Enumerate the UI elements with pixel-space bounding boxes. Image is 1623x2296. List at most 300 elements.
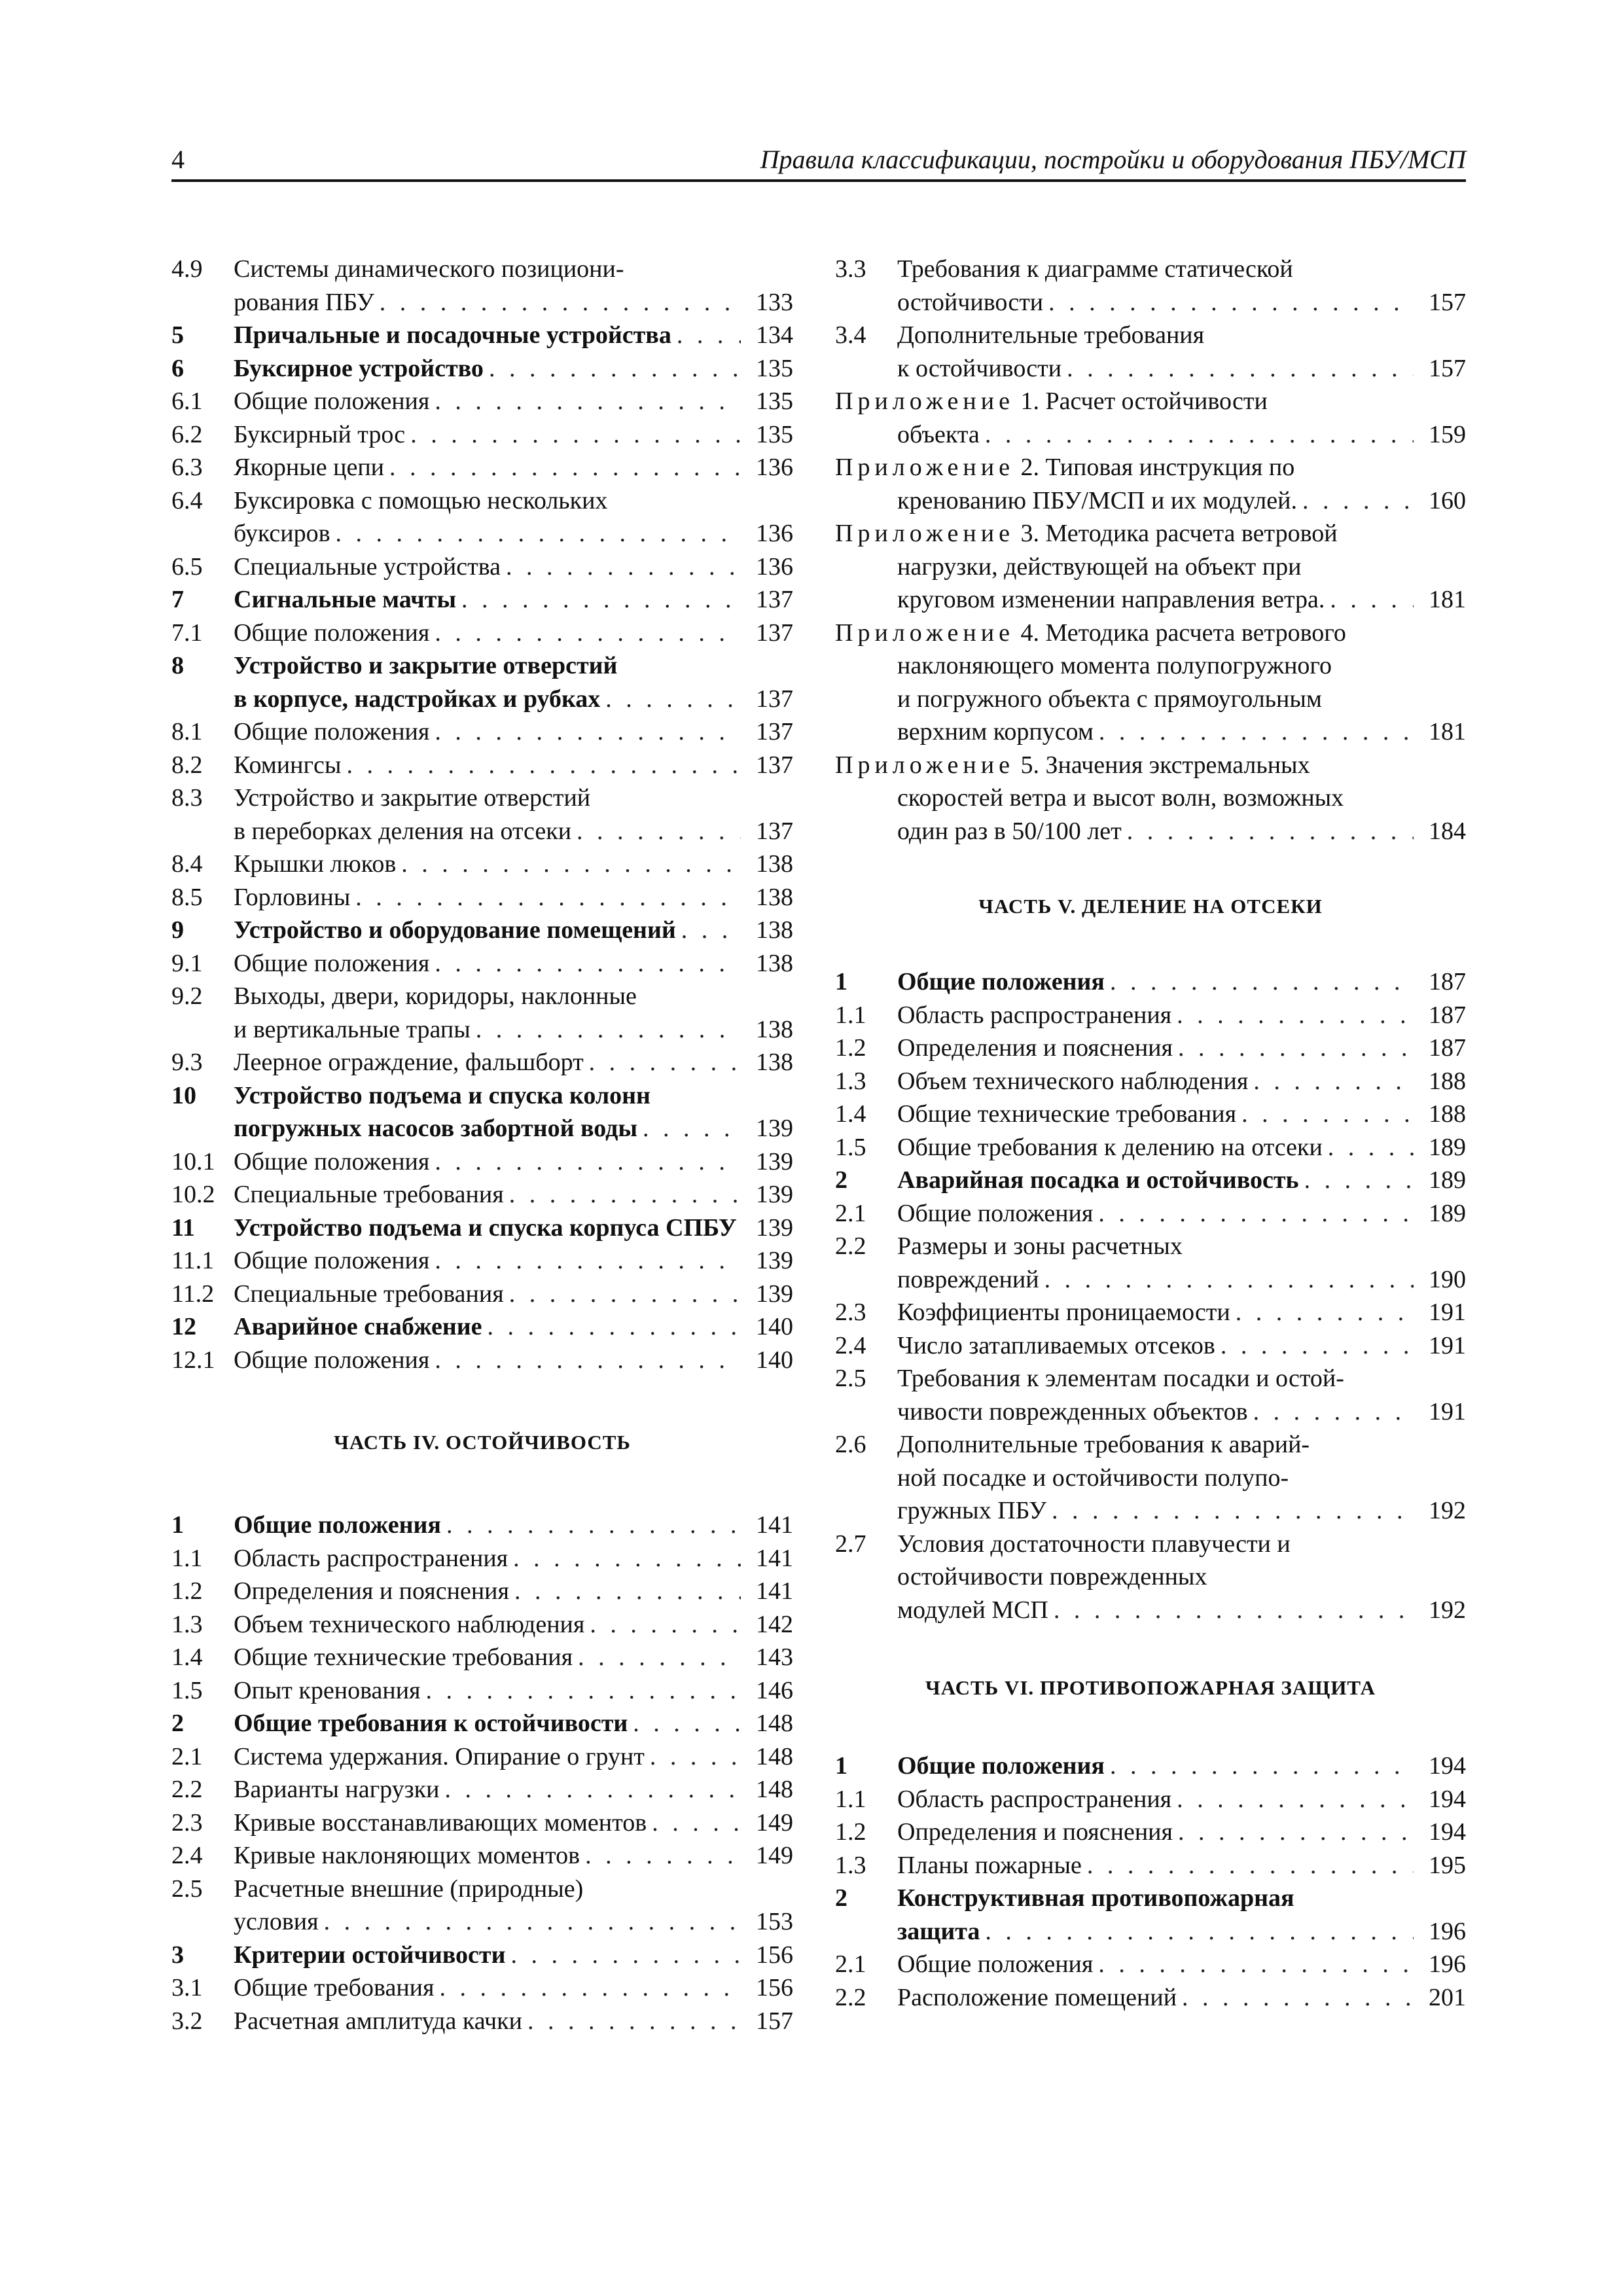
toc-entry-text: Общие положения: [234, 619, 430, 647]
toc-entry-text: условия: [234, 1908, 319, 1935]
toc-entry-number: 1.2: [171, 1577, 203, 1605]
dot-leader: [434, 1971, 741, 2005]
toc-entry: [835, 253, 1466, 319]
toc-entry-title: [897, 1296, 1414, 1329]
dot-leader: [1177, 1981, 1414, 2015]
toc-entry-line: [897, 1528, 1414, 1561]
toc-entry: [171, 1873, 793, 1939]
toc-entry-text: верхним корпусом: [897, 718, 1094, 745]
toc-entry: [171, 1310, 793, 1344]
toc-entry-page: 196: [1429, 1950, 1466, 1978]
toc-entry-page: 194: [1429, 1752, 1466, 1780]
toc-entry-title: [234, 1873, 741, 1939]
toc-entry-line: [234, 617, 741, 650]
dot-leader: [384, 451, 741, 484]
toc-entry-line: [234, 947, 741, 980]
toc-entry-title: [897, 1230, 1414, 1296]
toc-left-column: [171, 253, 793, 2037]
toc-entry-number: 3.1: [171, 1974, 203, 2001]
toc-entry: [171, 649, 793, 715]
toc-entry-page: 156: [756, 1974, 793, 2001]
toc-entry: [835, 1528, 1466, 1627]
toc-entry-text: Число затапливаемых отсеков: [897, 1331, 1215, 1359]
toc-entry-line: [234, 1608, 741, 1641]
toc-entry-page: 138: [756, 1049, 793, 1076]
toc-entry-page: 156: [756, 1941, 793, 1969]
toc-entry-page: 140: [756, 1346, 793, 1374]
toc-entry-page: 148: [756, 1710, 793, 1737]
appendix-prefix: Приложение: [835, 454, 1014, 481]
toc-entry-text: Область распространения: [897, 1001, 1172, 1029]
toc-entry-number: 8.3: [171, 784, 203, 812]
toc-entry-page: 137: [756, 718, 793, 745]
toc-entry-title: [897, 1098, 1414, 1131]
dot-leader: [671, 319, 741, 352]
toc-entry: [835, 1164, 1466, 1197]
toc-entry-text: Общие положения: [234, 1247, 430, 1274]
dot-leader: [1039, 1263, 1414, 1297]
toc-entry-title: [234, 1244, 741, 1278]
toc-entry-line: [234, 550, 741, 584]
toc-entry-text: к остойчивости: [897, 354, 1062, 382]
toc-entry: [171, 319, 793, 352]
toc-entry-title: [234, 1806, 741, 1840]
toc-entry: [171, 1773, 793, 1806]
toc-entry-line: [234, 484, 741, 518]
toc-entry: [835, 1230, 1466, 1296]
toc-entry-text: 1. Расчет остойчивости: [1014, 387, 1268, 415]
toc-entry-text: Расчетная амплитуда качки: [234, 2007, 522, 2035]
toc-entry-line: [897, 484, 1414, 518]
toc-entry-line: [897, 1882, 1414, 1915]
toc-entry-text: Общие положения: [234, 1147, 430, 1175]
toc-entry-title: [897, 1981, 1414, 2015]
toc-entry-title: [234, 1641, 741, 1674]
toc-entry-text: и вертикальные трапы: [234, 1015, 471, 1043]
dot-leader: [645, 1740, 741, 1774]
toc-entry-text: 5. Значения экстремальных: [1014, 751, 1310, 779]
toc-entry-line: [897, 1329, 1414, 1363]
toc-entry-text: Устройство подъема и спуска колонн: [234, 1081, 651, 1109]
toc-entry-text: Устройство и закрытие отверстий: [234, 784, 591, 812]
toc-entry-number: 2.2: [835, 1232, 866, 1260]
toc-entry-text: Устройство и оборудование помещений: [234, 916, 676, 944]
toc-entry-page: 133: [756, 288, 793, 316]
toc-entry-line: [234, 815, 741, 848]
toc-entry-title: [234, 385, 741, 418]
toc-entry-text: Область распространения: [234, 1544, 508, 1572]
toc-entry-title: [897, 1749, 1414, 1783]
dot-leader: [456, 583, 741, 617]
toc-entry-number: 1.3: [835, 1067, 866, 1095]
part-title-vi: ЧАСТЬ VI. ПРОТИВОПОЖАРНАЯ ЗАЩИТА: [925, 1676, 1376, 1699]
toc-entry: [171, 715, 793, 749]
toc-entry-line: [234, 352, 741, 386]
toc-entry-number: 9.2: [171, 982, 203, 1010]
toc-entry-text: Объем технического наблюдения: [234, 1610, 585, 1638]
toc-entry: [171, 1046, 793, 1079]
toc-entry-line: [234, 1971, 741, 2005]
toc-entry-line: [897, 1263, 1414, 1297]
toc-entry-text: Размеры и зоны расчетных: [897, 1232, 1183, 1260]
toc-entry-line: [897, 1164, 1414, 1197]
toc-entry-title: [234, 583, 741, 617]
toc-entry: [835, 1362, 1466, 1428]
toc-entry-title: [897, 965, 1414, 999]
toc-entry-line: [234, 1211, 741, 1245]
toc-entry-text: Леерное ограждение, фальшборт: [234, 1049, 584, 1076]
toc-entry-number: 10.1: [171, 1147, 215, 1175]
toc-entry-line: [234, 914, 741, 947]
dot-leader: [1215, 1329, 1414, 1363]
toc-entry-text: Горловины: [234, 883, 351, 911]
toc-entry-title: [234, 1707, 741, 1740]
toc-entry-number: 8.1: [171, 718, 203, 745]
toc-entry-number: 1.1: [835, 1001, 866, 1029]
toc-entry-number: 1.3: [835, 1851, 866, 1879]
page-number: 4: [171, 145, 185, 174]
toc-entry-number: 2.2: [171, 1776, 203, 1803]
dot-leader: [571, 815, 741, 848]
dot-leader: [484, 352, 741, 386]
dot-leader: [600, 683, 741, 716]
toc-entry-text: Комингсы: [234, 751, 342, 779]
toc-entry-title: [835, 617, 1414, 749]
toc-entry-page: 153: [756, 1908, 793, 1935]
dot-leader: [980, 1915, 1414, 1948]
dot-leader: [319, 1905, 741, 1939]
toc-entry-page: 159: [1429, 420, 1466, 448]
toc-entry-number: 9: [171, 916, 184, 944]
toc-entry-text: Общие требования к делению на отсеки: [897, 1133, 1323, 1161]
toc-entry-text: рования ПБУ: [234, 288, 374, 316]
toc-entry-text: Специальные требования: [234, 1181, 504, 1208]
toc-entry-text: Конструктивная противопожарная: [897, 1884, 1294, 1912]
toc-entry-number: 6.2: [171, 420, 203, 448]
toc-entry-number: 7.1: [171, 619, 203, 647]
toc-entry-number: 10.2: [171, 1181, 215, 1208]
toc-entry-text: Определения и пояснения: [234, 1577, 509, 1605]
dot-leader: [429, 617, 741, 650]
dot-leader: [676, 914, 741, 947]
toc-entry-page: 139: [756, 1181, 793, 1208]
toc-entry-text: Устройство подъема и спуска корпуса СПБУ: [234, 1213, 737, 1242]
dot-leader: [1082, 1849, 1414, 1882]
dot-leader: [1061, 352, 1414, 386]
toc-entry-text: Специальные устройства: [234, 552, 501, 581]
toc-entry: [171, 253, 793, 319]
toc-entry-page: 181: [1429, 718, 1466, 745]
toc-entry-text: 3. Методика расчета ветровой: [1014, 520, 1338, 547]
dot-leader: [980, 418, 1414, 452]
dot-leader: [1105, 1749, 1414, 1783]
toc-entry: [171, 1806, 793, 1840]
dot-leader: [1248, 1395, 1414, 1429]
toc-entry-text: Крышки люков: [234, 850, 397, 878]
toc-entry-page: 137: [756, 619, 793, 647]
dot-leader: [1094, 715, 1414, 749]
toc-entry-line: [897, 1296, 1414, 1329]
dot-leader: [504, 1178, 741, 1211]
toc-entry-title: [234, 352, 741, 386]
toc-entry-line: [897, 1362, 1414, 1395]
toc-entry-title: [234, 1740, 741, 1774]
toc-entry-line: [234, 848, 741, 881]
toc-entry-line: [234, 1674, 741, 1708]
toc-entry: [835, 1031, 1466, 1065]
toc-list-right-top: [835, 253, 1466, 385]
toc-entry-number: 11: [171, 1213, 195, 1242]
toc-entry: [835, 1749, 1466, 1783]
dot-leader: [1093, 1948, 1414, 1981]
toc-entry-line: [897, 1230, 1414, 1263]
toc-entry-page: 149: [756, 1842, 793, 1869]
toc-entry-text: Общие технические требования: [897, 1100, 1237, 1128]
toc-entry-page: 157: [756, 2007, 793, 2035]
toc-entry-page: 137: [756, 817, 793, 845]
toc-entry-text: Кривые восстанавливающих моментов: [234, 1808, 647, 1837]
toc-entry-title: [897, 1131, 1414, 1164]
toc-entry-number: 1.2: [835, 1034, 866, 1062]
toc-entry: [171, 1344, 793, 1377]
toc-entry-line: [897, 550, 1414, 584]
toc-entry-text: Определения и пояснения: [897, 1818, 1173, 1846]
toc-entry-line: [897, 253, 1414, 286]
toc-entry-line: [897, 1494, 1414, 1528]
toc-entry-number: 1: [835, 1752, 847, 1780]
toc-entry-title: [234, 1145, 741, 1179]
toc-entry-title: [897, 1031, 1414, 1065]
dot-leader: [1093, 1197, 1414, 1230]
toc-entry: [171, 781, 793, 848]
dot-leader: [421, 1674, 741, 1708]
toc-entry: [171, 1674, 793, 1708]
toc-entry-line: [234, 1244, 741, 1278]
toc-entry: [171, 2005, 793, 2038]
dot-leader: [522, 2005, 741, 2038]
toc-entry-title: [234, 749, 741, 782]
toc-entry-line: [234, 418, 741, 452]
toc-entry-number: 11.1: [171, 1247, 215, 1274]
dot-leader: [1325, 583, 1414, 617]
toc-entry-line: [234, 881, 741, 914]
toc-entry-text: погружных насосов забортной воды: [234, 1115, 638, 1142]
toc-entry-text: Расположение помещений: [897, 1983, 1177, 2011]
toc-entry-line: [897, 286, 1414, 319]
dot-leader: [584, 1608, 741, 1641]
toc-entry-number: 2: [171, 1710, 184, 1737]
toc-entry-line: [234, 1839, 741, 1873]
toc-entry-line: [234, 1575, 741, 1608]
appendix-prefix: Приложение: [835, 387, 1014, 415]
toc-entry-title: [234, 617, 741, 650]
toc-entry-number: 6.1: [171, 387, 203, 415]
toc-entry-line: [234, 451, 741, 484]
toc-entry-page: 136: [756, 454, 793, 481]
dot-leader: [1323, 1131, 1414, 1164]
toc-list-part4: [171, 1509, 793, 2037]
toc-entry-line: [234, 2005, 741, 2038]
dot-leader: [1043, 286, 1414, 319]
toc-entry-page: 189: [1429, 1166, 1466, 1194]
toc-entry-line: [897, 1816, 1414, 1849]
dot-leader: [350, 881, 741, 914]
toc-entry-title: [234, 1674, 741, 1708]
toc-entry-number: 6: [171, 354, 184, 382]
dot-leader: [1299, 1164, 1414, 1197]
toc-entry-line: [234, 1310, 741, 1344]
dot-leader: [1122, 815, 1414, 848]
toc-entry-page: 181: [1429, 586, 1466, 613]
toc-list-appendices: [835, 385, 1466, 848]
toc-entry-title: [897, 1849, 1414, 1882]
toc-entry-page: 195: [1429, 1851, 1466, 1879]
toc-entry-line: [897, 1065, 1414, 1098]
toc-entry-number: 2.2: [835, 1983, 866, 2011]
toc-entry-page: 137: [756, 586, 793, 613]
toc-entry-line: [897, 583, 1414, 617]
toc-entry-text: Общие положения: [234, 949, 430, 977]
dot-leader: [482, 1310, 741, 1344]
toc-entry-line: [897, 1197, 1414, 1230]
toc-entry-title: [234, 451, 741, 484]
toc-entry: [835, 1783, 1466, 1816]
toc-entry-page: 190: [1429, 1265, 1466, 1293]
toc-entry: [171, 617, 793, 650]
toc-entry-text: в переборках деления на отсеки: [234, 817, 572, 845]
toc-entry-line: [234, 583, 741, 617]
toc-entry-page: 188: [1429, 1067, 1466, 1095]
toc-entry-line: [234, 980, 741, 1013]
toc-entry-number: 2.6: [835, 1431, 866, 1458]
toc-entry-number: 2.5: [835, 1365, 866, 1392]
toc-entry-line: [234, 1707, 741, 1740]
toc-entry-line: [234, 1278, 741, 1311]
toc-entry-title: [234, 947, 741, 980]
toc-entry: [835, 1098, 1466, 1131]
toc-entry: [171, 947, 793, 980]
toc-entry: [171, 1608, 793, 1641]
dot-leader: [429, 385, 741, 418]
toc-entry-number: 7: [171, 586, 184, 613]
dot-leader: [341, 749, 741, 782]
toc-entry: [171, 1079, 793, 1145]
toc-entry-number: 1.5: [171, 1676, 203, 1704]
appendix-prefix: Приложение: [835, 520, 1014, 547]
dot-leader: [429, 715, 741, 749]
toc-entry: [171, 1839, 793, 1873]
toc-entry-text: Буксирное устройство: [234, 354, 484, 382]
dot-leader: [637, 1112, 741, 1145]
toc-entry-text: Система удержания. Опирание о грунт: [234, 1742, 645, 1770]
toc-entry-line: [234, 1112, 741, 1145]
toc-entry-page: 146: [756, 1676, 793, 1704]
toc-entry-line: [234, 1013, 741, 1047]
toc-list-part5: [835, 965, 1466, 1626]
toc-entry-page: 139: [756, 1147, 793, 1175]
toc-entry-line: [897, 1560, 1414, 1594]
toc-appendix-entry: [835, 617, 1466, 749]
toc-entry-text: Общие положения: [234, 1346, 430, 1374]
dot-leader: [330, 517, 741, 550]
toc-entry-number: 1.5: [835, 1133, 866, 1161]
toc-entry-title: [234, 550, 741, 584]
toc-entry-line: [897, 1749, 1414, 1783]
toc-entry: [171, 1971, 793, 2005]
toc-entry-number: 8.4: [171, 850, 203, 878]
toc-entry-number: 8.5: [171, 883, 203, 911]
toc-entry-line: [234, 1344, 741, 1377]
toc-entry-title: [234, 1575, 741, 1608]
toc-entry-text: Область распространения: [897, 1785, 1172, 1813]
toc-entry-title: [897, 999, 1414, 1032]
toc-entry-text: Планы пожарные: [897, 1851, 1082, 1879]
toc-entry-text: Сигнальные мачты: [234, 586, 457, 613]
toc-entry-text: наклоняющего момента полупогружного: [897, 652, 1332, 679]
toc-entry-line: [897, 781, 1414, 815]
dot-leader: [429, 1244, 741, 1278]
toc-entry: [171, 583, 793, 617]
running-title: Правила классификации, постройки и оборудования ПБУ/МСП: [760, 145, 1466, 174]
toc-entry-line: [897, 1594, 1414, 1627]
toc-entry-page: 137: [756, 751, 793, 779]
toc-entry-number: 4.9: [171, 255, 203, 283]
toc-entry-title: [234, 1178, 741, 1211]
toc-entry-line: [234, 253, 741, 286]
toc-entry-number: 1: [835, 968, 847, 996]
toc-entry-line: [234, 1046, 741, 1079]
toc-entry-text: гружных ПБУ: [897, 1497, 1047, 1524]
toc-entry-line: [234, 1939, 741, 1972]
dot-leader: [1230, 1296, 1414, 1329]
toc-entry-line: [234, 1773, 741, 1806]
toc-entry: [171, 1542, 793, 1575]
toc-entry-text: Требования к диаграмме статической: [897, 255, 1293, 283]
dot-leader: [573, 1641, 741, 1674]
toc-entry-text: в корпусе, надстройках и рубках: [234, 685, 601, 713]
toc-entry-text: и погружного объекта с прямоугольным: [897, 685, 1322, 713]
toc-entry: [171, 1939, 793, 1972]
toc-entry-page: 135: [756, 420, 793, 448]
toc-entry-title: [897, 253, 1414, 319]
dot-leader: [429, 1145, 741, 1179]
toc-entry-page: 196: [1429, 1917, 1466, 1945]
toc-entry-page: 139: [756, 1280, 793, 1308]
toc-entry-line: [234, 385, 741, 418]
dot-leader: [439, 1773, 741, 1806]
toc-entry-title: [234, 1310, 741, 1344]
dot-leader: [628, 1707, 741, 1740]
toc-entry-line: [234, 1079, 741, 1113]
toc-entry-text: модулей МСП: [897, 1596, 1048, 1624]
toc-entry-page: 138: [756, 916, 793, 944]
toc-right-column: [835, 253, 1466, 2014]
toc-appendix-entry: [835, 451, 1466, 517]
toc-entry-line: [897, 1131, 1414, 1164]
toc-entry: [835, 1849, 1466, 1882]
toc-entry-line: [835, 385, 1414, 418]
toc-entry-line: [897, 683, 1414, 716]
toc-entry-number: 2.1: [835, 1199, 866, 1227]
toc-entry-title: [234, 1278, 741, 1311]
toc-entry-number: 3.2: [171, 2007, 203, 2035]
toc-entry-line: [234, 781, 741, 815]
toc-entry-line: [234, 1641, 741, 1674]
toc-entry-text: защита: [897, 1917, 980, 1945]
toc-entry-title: [234, 1839, 741, 1873]
toc-entry-title: [897, 319, 1414, 385]
toc-entry-text: чивости поврежденных объектов: [897, 1397, 1248, 1426]
